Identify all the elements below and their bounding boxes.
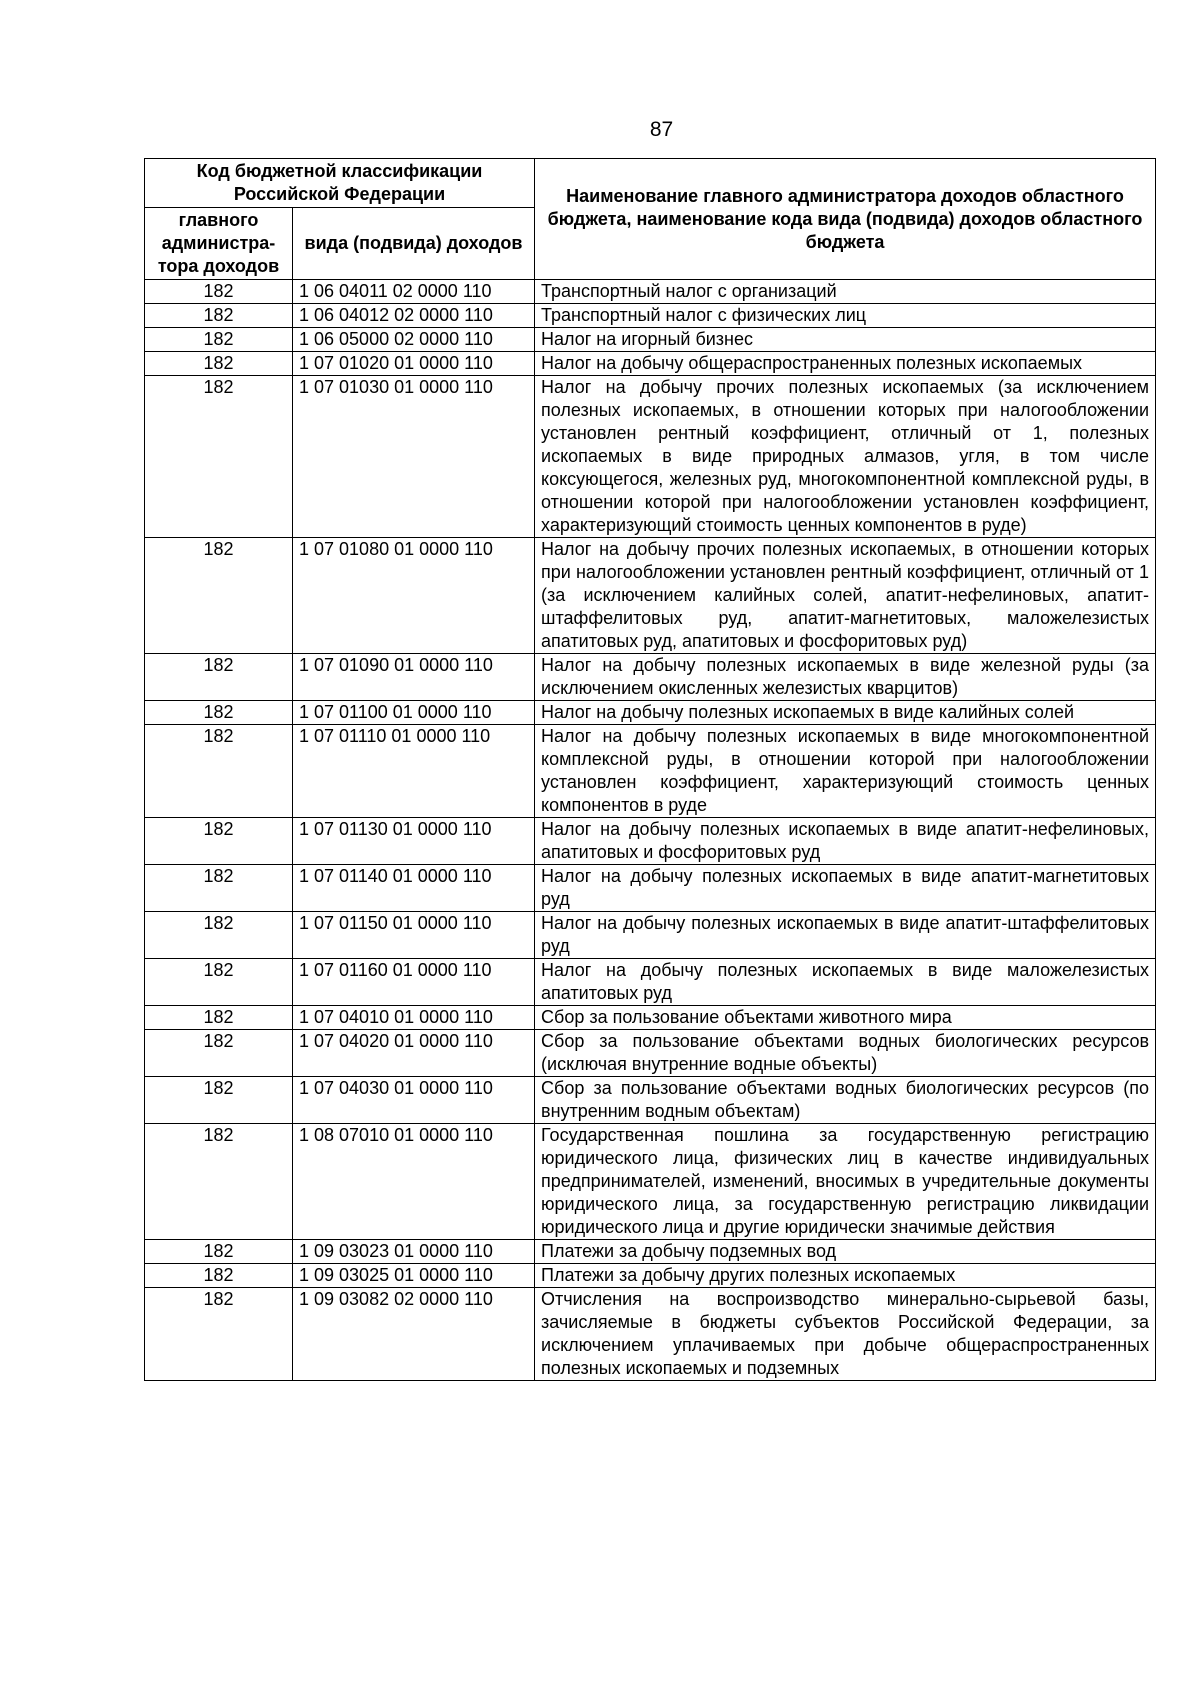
admin-code-cell: 182 xyxy=(145,1264,293,1288)
income-code-cell: 1 07 01140 01 0000 110 xyxy=(293,865,535,912)
income-code-cell: 1 07 01090 01 0000 110 xyxy=(293,654,535,701)
income-code-cell: 1 09 03025 01 0000 110 xyxy=(293,1264,535,1288)
income-name-cell: Налог на добычу полезных ископаемых в виде железной руды (за исключением окисленных железистых кварцитов) xyxy=(535,654,1156,701)
table-body xyxy=(145,280,1156,1381)
income-name-cell: Транспортный налог с организаций xyxy=(535,280,1156,304)
income-name-cell: Налог на добычу прочих полезных ископаемых, в отношении которых при налогообложении установлен рентный коэффициент, отличный от 1 (за исключением калийных солей, апатит-нефелиновых, апатит-штаффелитовых руд, апатит-магнетитовых, маложелезистых апатитовых руд, апатитовых и фосфоритовых руд) xyxy=(535,538,1156,654)
table-row xyxy=(145,654,1156,701)
income-name-cell: Сбор за пользование объектами животного мира xyxy=(535,1006,1156,1030)
table-row xyxy=(145,1124,1156,1240)
income-name-cell: Транспортный налог с физических лиц xyxy=(535,304,1156,328)
header-code-column: вида (подвида) доходов xyxy=(293,208,535,280)
admin-code-cell: 182 xyxy=(145,654,293,701)
income-name-cell: Налог на добычу полезных ископаемых в виде апатит-нефелиновых, апатитовых и фосфоритовых руд xyxy=(535,818,1156,865)
income-code-cell: 1 07 01080 01 0000 110 xyxy=(293,538,535,654)
admin-code-cell: 182 xyxy=(145,328,293,352)
admin-code-cell: 182 xyxy=(145,1030,293,1077)
table-row xyxy=(145,701,1156,725)
admin-code-cell: 182 xyxy=(145,352,293,376)
table-row xyxy=(145,538,1156,654)
income-name-cell: Налог на добычу полезных ископаемых в виде многокомпонентной комплексной руды, в отношении которой при налогообложении установлен коэффициент, характеризующий стоимость ценных компонентов в руде xyxy=(535,725,1156,818)
table-row xyxy=(145,1240,1156,1264)
income-name-cell: Налог на добычу полезных ископаемых в виде апатит-магнетитовых руд xyxy=(535,865,1156,912)
income-code-cell: 1 06 05000 02 0000 110 xyxy=(293,328,535,352)
income-code-cell: 1 07 01150 01 0000 110 xyxy=(293,912,535,959)
table-header xyxy=(145,159,1156,280)
income-code-cell: 1 07 01160 01 0000 110 xyxy=(293,959,535,1006)
income-name-cell: Платежи за добычу подземных вод xyxy=(535,1240,1156,1264)
income-name-cell: Отчисления на воспроизводство минерально-сырьевой базы, зачисляемые в бюджеты субъектов Российской Федерации, за исключением уплачиваемых при добыче общераспространенных полезных ископаемых и подземных xyxy=(535,1288,1156,1381)
income-name-cell: Государственная пошлина за государственную регистрацию юридического лица, физических лиц в качестве индивидуальных предпринимателей, изменений, вносимых в учредительные документы юридического лица, за государственную регистрацию ликвидации юридического лица и другие юридически значимые действия xyxy=(535,1124,1156,1240)
income-name-cell: Сбор за пользование объектами водных биологических ресурсов (по внутренним водным объектам) xyxy=(535,1077,1156,1124)
table-row xyxy=(145,304,1156,328)
table-row xyxy=(145,352,1156,376)
table-row xyxy=(145,1264,1156,1288)
income-name-cell: Сбор за пользование объектами водных биологических ресурсов (исключая внутренние водные объекты) xyxy=(535,1030,1156,1077)
header-admin-column: главного администра-тора доходов xyxy=(145,208,293,280)
admin-code-cell: 182 xyxy=(145,538,293,654)
table-row xyxy=(145,280,1156,304)
income-name-cell: Налог на игорный бизнес xyxy=(535,328,1156,352)
admin-code-cell: 182 xyxy=(145,701,293,725)
income-code-cell: 1 07 01020 01 0000 110 xyxy=(293,352,535,376)
income-name-cell: Налог на добычу общераспространенных полезных ископаемых xyxy=(535,352,1156,376)
table-row xyxy=(145,1288,1156,1381)
admin-code-cell: 182 xyxy=(145,376,293,538)
income-code-cell: 1 06 04012 02 0000 110 xyxy=(293,304,535,328)
income-code-cell: 1 07 01100 01 0000 110 xyxy=(293,701,535,725)
header-name-column: Наименование главного администратора доходов областного бюджета, наименование кода вида (подвида) доходов областного бюджета xyxy=(535,159,1156,280)
table-row xyxy=(145,959,1156,1006)
admin-code-cell: 182 xyxy=(145,725,293,818)
admin-code-cell: 182 xyxy=(145,1288,293,1381)
table-row xyxy=(145,865,1156,912)
table-row xyxy=(145,818,1156,865)
income-code-cell: 1 08 07010 01 0000 110 xyxy=(293,1124,535,1240)
table-row xyxy=(145,1006,1156,1030)
table-row xyxy=(145,1030,1156,1077)
admin-code-cell: 182 xyxy=(145,1077,293,1124)
income-name-cell: Налог на добычу полезных ископаемых в виде маложелезистых апатитовых руд xyxy=(535,959,1156,1006)
page-number: 87 xyxy=(649,118,674,141)
income-name-cell: Налог на добычу полезных ископаемых в виде апатит-штаффелитовых руд xyxy=(535,912,1156,959)
income-code-cell: 1 09 03023 01 0000 110 xyxy=(293,1240,535,1264)
income-code-cell: 1 07 04010 01 0000 110 xyxy=(293,1006,535,1030)
table-row xyxy=(145,725,1156,818)
income-code-cell: 1 07 01110 01 0000 110 xyxy=(293,725,535,818)
income-name-cell: Платежи за добычу других полезных ископаемых xyxy=(535,1264,1156,1288)
income-name-cell: Налог на добычу прочих полезных ископаемых (за исключением полезных ископаемых, в отношении которых при налогообложении установлен рентный коэффициент, отличный от 1, полезных ископаемых в виде природных алмазов, угля, в том числе коксующегося, железных руд, многокомпонентной комплексной руды, в отношении которой при налогообложении установлен коэффициент, характеризующий стоимость ценных компонентов в руде) xyxy=(535,376,1156,538)
admin-code-cell: 182 xyxy=(145,959,293,1006)
admin-code-cell: 182 xyxy=(145,818,293,865)
admin-code-cell: 182 xyxy=(145,865,293,912)
income-code-cell: 1 07 04020 01 0000 110 xyxy=(293,1030,535,1077)
income-code-cell: 1 07 04030 01 0000 110 xyxy=(293,1077,535,1124)
budget-classification-table xyxy=(144,158,1156,1381)
admin-code-cell: 182 xyxy=(145,912,293,959)
admin-code-cell: 182 xyxy=(145,1124,293,1240)
table-row xyxy=(145,376,1156,538)
admin-code-cell: 182 xyxy=(145,304,293,328)
income-code-cell: 1 07 01030 01 0000 110 xyxy=(293,376,535,538)
income-code-cell: 1 09 03082 02 0000 110 xyxy=(293,1288,535,1381)
admin-code-cell: 182 xyxy=(145,1240,293,1264)
table-row xyxy=(145,328,1156,352)
table-row xyxy=(145,1077,1156,1124)
table-row xyxy=(145,912,1156,959)
income-code-cell: 1 06 04011 02 0000 110 xyxy=(293,280,535,304)
income-code-cell: 1 07 01130 01 0000 110 xyxy=(293,818,535,865)
admin-code-cell: 182 xyxy=(145,280,293,304)
admin-code-cell: 182 xyxy=(145,1006,293,1030)
income-name-cell: Налог на добычу полезных ископаемых в виде калийных солей xyxy=(535,701,1156,725)
header-code-group: Код бюджетной классификации Российской Федерации xyxy=(145,159,535,208)
